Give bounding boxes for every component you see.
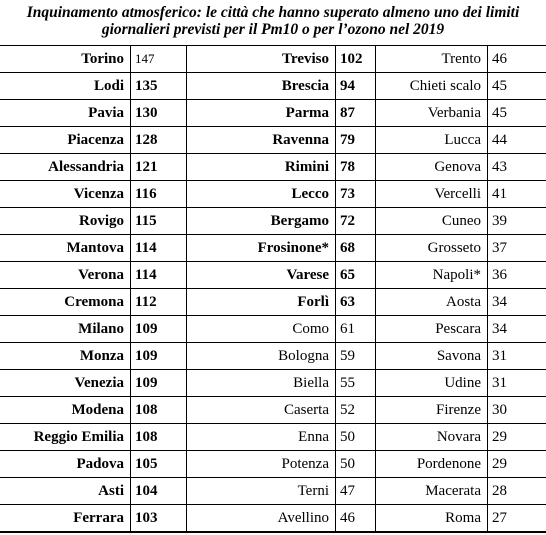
city-name-col1: Lodi	[93, 78, 124, 94]
value-col2: 73	[340, 186, 355, 202]
city-name-col1: Milano	[78, 321, 124, 337]
city-name-col3: Pordenone	[416, 456, 481, 472]
value-col3: 31	[492, 348, 507, 364]
value-col1: 130	[135, 105, 158, 121]
value-col3: 37	[492, 240, 507, 256]
value-col1: 109	[135, 348, 158, 364]
city-name-col2: Enna	[298, 429, 329, 445]
pollution-table	[0, 45, 546, 533]
value-col3: 34	[492, 294, 507, 310]
table-row	[0, 451, 546, 478]
value-col2: 61	[340, 321, 355, 337]
city-name-col2: Caserta	[284, 402, 329, 418]
title-line-2: giornalieri previsti per il Pm10 o per l’ozono nel 2019	[101, 21, 445, 38]
table-row	[0, 289, 546, 316]
value-col1: 114	[135, 240, 157, 256]
column-divider	[186, 46, 187, 532]
city-name-col1: Mantova	[66, 240, 124, 256]
value-col1: 104	[135, 483, 158, 499]
value-col2: 52	[340, 402, 355, 418]
table-row	[0, 424, 546, 451]
city-name-col2: Terni	[297, 483, 329, 499]
city-name-col2: Biella	[293, 375, 329, 391]
value-col3: 36	[492, 267, 507, 283]
city-name-col2: Bologna	[278, 348, 329, 364]
value-col1: 103	[135, 510, 158, 526]
value-col2: 50	[340, 429, 355, 445]
value-col1: 114	[135, 267, 157, 283]
table-row	[0, 73, 546, 100]
table-row	[0, 505, 546, 532]
city-name-col3: Genova	[434, 159, 481, 175]
value-col3: 45	[492, 105, 507, 121]
city-name-col3: Udine	[444, 375, 481, 391]
city-name-col1: Torino	[81, 51, 124, 67]
value-col2: 47	[340, 483, 355, 499]
city-name-col3: Aosta	[446, 294, 481, 310]
column-divider	[335, 46, 336, 532]
city-name-col2: Potenza	[281, 456, 329, 472]
value-col3: 43	[492, 159, 507, 175]
city-name-col1: Venezia	[74, 375, 124, 391]
column-divider	[130, 46, 131, 532]
table-row	[0, 370, 546, 397]
city-name-col3: Trento	[441, 51, 481, 67]
value-col1: 109	[135, 321, 158, 337]
city-name-col1: Vicenza	[73, 186, 124, 202]
city-name-col3: Cuneo	[441, 213, 481, 229]
city-name-col1: Reggio Emilia	[33, 429, 124, 445]
table-row	[0, 235, 546, 262]
city-name-col1: Verona	[78, 267, 124, 283]
city-name-col2: Como	[292, 321, 329, 337]
value-col2: 94	[340, 78, 355, 94]
value-col3: 30	[492, 402, 507, 418]
value-col2: 59	[340, 348, 355, 364]
city-name-col2: Rimini	[284, 159, 329, 175]
value-col1: 108	[135, 429, 158, 445]
city-name-col3: Verbania	[427, 105, 481, 121]
value-col2: 68	[340, 240, 355, 256]
table-title	[0, 0, 546, 38]
city-name-col1: Rovigo	[79, 213, 124, 229]
value-col1: 128	[135, 132, 158, 148]
city-name-col2: Frosinone*	[257, 240, 329, 256]
value-col3: 46	[492, 51, 507, 67]
column-divider	[487, 46, 488, 532]
table-row	[0, 343, 546, 370]
table-row	[0, 181, 546, 208]
city-name-col3: Grosseto	[427, 240, 481, 256]
table-row	[0, 478, 546, 505]
table-row	[0, 46, 546, 73]
value-col3: 29	[492, 429, 507, 445]
value-col3: 45	[492, 78, 507, 94]
city-name-col1: Alessandria	[48, 159, 124, 175]
city-name-col1: Modena	[71, 402, 124, 418]
value-col2: 78	[340, 159, 355, 175]
city-name-col1: Monza	[79, 348, 124, 364]
city-name-col2: Forlì	[297, 294, 329, 310]
value-col2: 63	[340, 294, 355, 310]
value-col2: 79	[340, 132, 355, 148]
value-col3: 28	[492, 483, 507, 499]
city-name-col3: Roma	[445, 510, 481, 526]
value-col2: 102	[340, 51, 363, 67]
column-divider	[375, 46, 376, 532]
title-line-1: Inquinamento atmosferico: le città che hanno superato almeno uno dei limiti	[26, 4, 520, 21]
table-row	[0, 154, 546, 181]
value-col1: 147	[135, 51, 155, 66]
city-name-col1: Cremona	[64, 294, 124, 310]
table-row	[0, 127, 546, 154]
city-name-col2: Ravenna	[272, 132, 329, 148]
value-col3: 34	[492, 321, 507, 337]
value-col2: 50	[340, 456, 355, 472]
value-col2: 87	[340, 105, 355, 121]
value-col3: 29	[492, 456, 507, 472]
value-col2: 65	[340, 267, 355, 283]
table-row	[0, 397, 546, 424]
city-name-col3: Vercelli	[434, 186, 481, 202]
value-col3: 31	[492, 375, 507, 391]
value-col1: 116	[135, 186, 157, 202]
city-name-col1: Ferrara	[73, 510, 124, 526]
table-row	[0, 208, 546, 235]
city-name-col3: Macerata	[425, 483, 481, 499]
city-name-col2: Lecco	[291, 186, 329, 202]
city-name-col2: Varese	[286, 267, 329, 283]
city-name-col2: Bergamo	[270, 213, 329, 229]
value-col3: 39	[492, 213, 507, 229]
city-name-col3: Napoli*	[432, 267, 481, 283]
value-col3: 27	[492, 510, 507, 526]
city-name-col1: Padova	[76, 456, 124, 472]
value-col1: 109	[135, 375, 158, 391]
city-name-col3: Novara	[436, 429, 481, 445]
city-name-col3: Firenze	[436, 402, 481, 418]
city-name-col1: Piacenza	[67, 132, 124, 148]
table-row	[0, 316, 546, 343]
value-col2: 46	[340, 510, 355, 526]
value-col2: 72	[340, 213, 355, 229]
table-row	[0, 100, 546, 127]
value-col1: 135	[135, 78, 158, 94]
city-name-col2: Treviso	[282, 51, 329, 67]
city-name-col3: Lucca	[444, 132, 481, 148]
value-col3: 41	[492, 186, 507, 202]
city-name-col2: Brescia	[281, 78, 329, 94]
value-col2: 55	[340, 375, 355, 391]
city-name-col2: Parma	[285, 105, 329, 121]
city-name-col3: Pescara	[435, 321, 481, 337]
city-name-col2: Avellino	[277, 510, 329, 526]
table-row	[0, 262, 546, 289]
value-col1: 112	[135, 294, 157, 310]
city-name-col3: Chieti scalo	[409, 78, 481, 94]
value-col1: 121	[135, 159, 158, 175]
value-col1: 115	[135, 213, 157, 229]
value-col3: 44	[492, 132, 507, 148]
city-name-col1: Asti	[98, 483, 124, 499]
value-col1: 108	[135, 402, 158, 418]
value-col1: 105	[135, 456, 158, 472]
city-name-col3: Savona	[436, 348, 481, 364]
city-name-col1: Pavia	[88, 105, 124, 121]
